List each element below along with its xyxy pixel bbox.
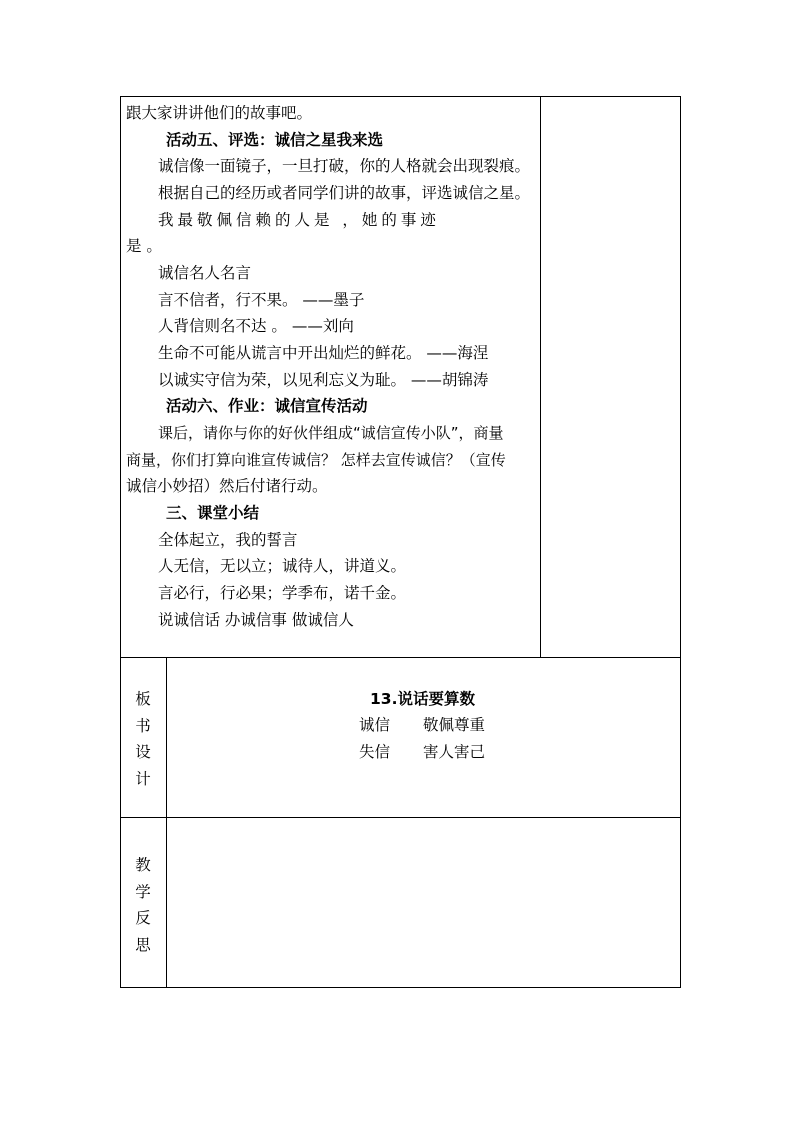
text-line: 商量，你们打算向谁宣传诚信？ 怎样去宣传诚信？（宣传 <box>126 451 506 469</box>
quote-line: 人背信则名不达 。 ——刘向 <box>158 317 354 335</box>
board-design-label <box>120 657 166 817</box>
reflection-label-char: 反 <box>135 909 151 927</box>
reflection-label <box>120 817 166 987</box>
board-label-char: 书 <box>135 717 151 735</box>
quote-line: 言不信者，行不果。 ——墨子 <box>158 291 365 309</box>
text-line: 说诚信话 办诚信事 做诚信人 <box>158 611 354 629</box>
text-line: 跟大家讲讲他们的故事吧。 <box>126 104 313 122</box>
text-line: 诚信小妙招）然后付诸行动。 <box>126 477 328 495</box>
board-design-content <box>167 657 680 817</box>
text-line: 全体起立，我的誓言 <box>158 531 298 549</box>
text-line: 我最敬佩信赖的人是 ，她的事迹 <box>158 211 440 229</box>
lesson-content <box>126 103 536 653</box>
table-bottom-border <box>120 987 681 988</box>
reflection-label-char: 教 <box>135 856 151 874</box>
text-line: 诚信像一面镜子，一旦打破，你的人格就会出现裂痕。 <box>158 157 531 175</box>
board-label-char: 设 <box>135 743 151 761</box>
board-row2-left: 失信 <box>359 743 391 761</box>
board-title: 13.说话要算数 <box>370 690 475 708</box>
content-column-divider <box>540 96 541 657</box>
text-line: 言必行，行必果；学季布，诺千金。 <box>158 584 407 602</box>
quote-line: 生命不可能从谎言中开出灿烂的鲜花。 ——海涅 <box>158 344 489 362</box>
table-top-border <box>120 96 681 97</box>
text-line: 人无信，无以立；诚待人，讲道义。 <box>158 557 407 575</box>
board-row1-right: 敬佩尊重 <box>423 716 486 734</box>
reflection-label-char: 学 <box>135 883 151 901</box>
table-right-border <box>680 96 681 988</box>
text-line: 课后，请你与你的好伙伴组成“诚信宣传小队”，商量 <box>158 424 504 442</box>
activity-five-heading: 活动五、评选：诚信之星我来选 <box>166 131 384 149</box>
quotes-heading: 诚信名人名言 <box>158 264 252 282</box>
text-line: 根据自己的经历或者同学们讲的故事，评选诚信之星。 <box>158 184 531 202</box>
reflection-content <box>167 818 680 987</box>
board-label-char: 板 <box>135 690 151 708</box>
board-row2-right: 害人害己 <box>423 743 486 761</box>
reflection-label-char: 思 <box>135 936 151 954</box>
board-row1-left: 诚信 <box>359 716 391 734</box>
quote-line: 以诚实守信为荣，以见利忘义为耻。 ——胡锦涛 <box>158 371 489 389</box>
activity-six-heading: 活动六、作业：诚信宣传活动 <box>166 397 368 415</box>
text-line: 是 。 <box>126 237 162 255</box>
summary-heading: 三、课堂小结 <box>166 504 260 522</box>
board-label-char: 计 <box>135 770 151 788</box>
